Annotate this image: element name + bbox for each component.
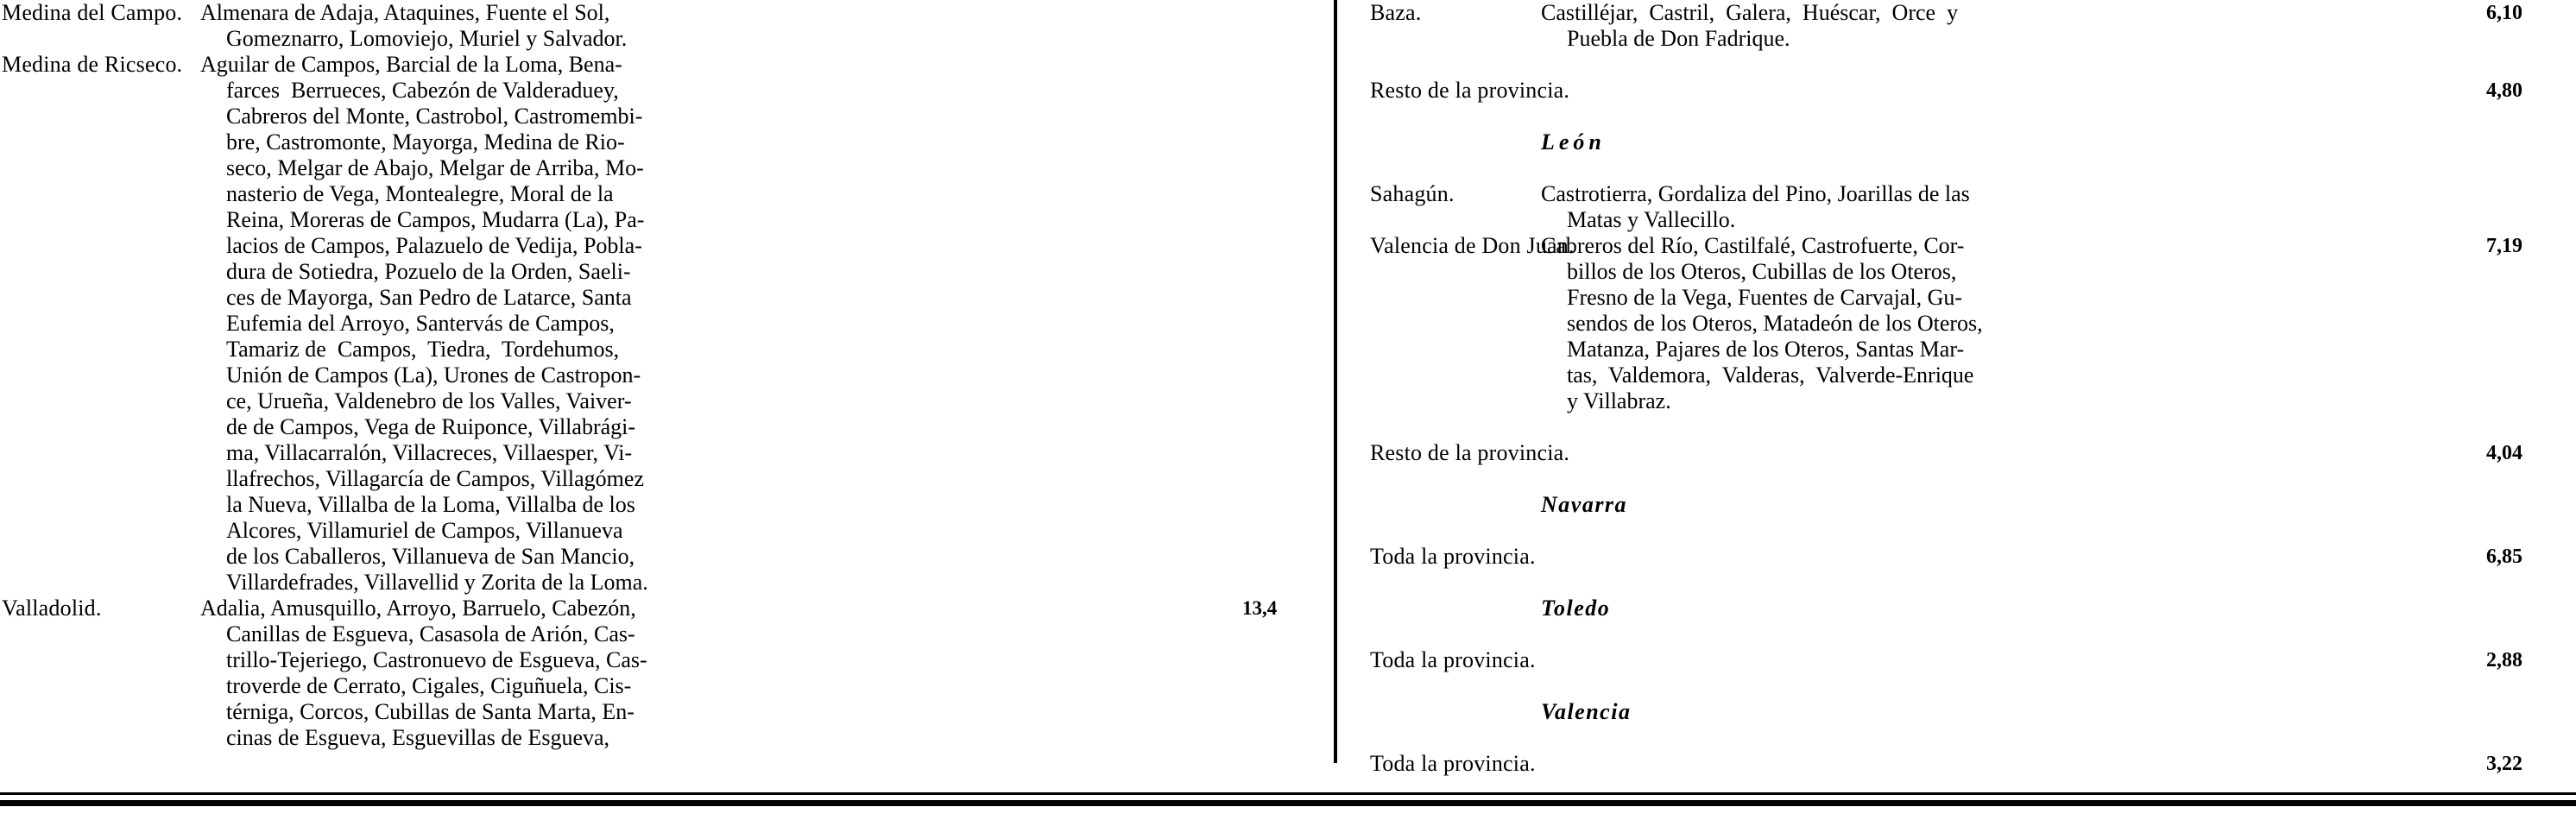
table-row: [1334, 0, 2576, 52]
zone-name-cell: Toda la provincia.: [1370, 751, 1536, 776]
province-heading-row: [1334, 129, 2576, 155]
province-heading-row: [1334, 492, 2576, 518]
municipality-list-line: tas, Valdemora, Valderas, Valverde-Enrique: [1567, 363, 1974, 388]
municipality-list-line: Tamariz de Campos, Tiedra, Tordehumos,: [226, 337, 620, 362]
municipality-list-line: de los Caballeros, Villanueva de San Mancio,: [226, 544, 635, 569]
vertical-spacer: [1334, 466, 2576, 492]
rate-value-cell: 3,22: [2486, 753, 2522, 775]
zone-name-cell: Resto de la provincia.: [1370, 78, 1570, 103]
municipality-list-line: sendos de los Oteros, Matadeón de los Oteros,: [1567, 311, 1983, 336]
municipality-list-line: Cabreros del Río, Castilfalé, Castrofuerte, Cor-: [1541, 233, 1965, 258]
vertical-spacer: [1334, 155, 2576, 181]
table-row: [0, 596, 1334, 751]
municipality-list-line: bre, Castromonte, Mayorga, Medina de Rio-: [226, 129, 625, 154]
municipality-list: [200, 596, 1222, 751]
right-column-page: [1334, 0, 2576, 826]
zone-name-cell: Toda la provincia.: [1370, 544, 1536, 569]
rate-value-cell: 7,19: [2486, 235, 2522, 257]
municipality-list-line: llafrechos, Villagarcía de Campos, Villagómez: [226, 466, 644, 491]
right-tax-table: [1334, 0, 2576, 777]
municipality-list-line: ces de Mayorga, San Pedro de Latarce, Santa: [226, 285, 632, 310]
municipality-list-line: Gomeznarro, Lomoviejo, Muriel y Salvador.: [226, 26, 628, 51]
table-row: [0, 52, 1334, 596]
municipality-list-line: de de Campos, Vega de Ruiponce, Villabrági-: [226, 414, 636, 439]
municipalities-cell: [1541, 181, 2403, 233]
zone-name-cell: Baza.: [1370, 0, 1422, 25]
rate-value-cell: 4,80: [2486, 79, 2522, 102]
municipalities-cell: [200, 0, 1230, 52]
municipality-list-line: Almenara de Adaja, Ataquines, Fuente el Sol,: [200, 0, 610, 25]
zone-name-cell: Resto de la provincia.: [1370, 440, 1570, 465]
municipality-list-line: Villardefrades, Villavellid y Zorita de la Loma.: [226, 570, 648, 595]
municipality-list-line: billos de los Oteros, Cubillas de los Oteros,: [1567, 259, 1957, 284]
municipality-list-line: ma, Villacarralón, Villacreces, Villaesper, Vi-: [226, 440, 633, 465]
vertical-spacer: [1334, 104, 2576, 129]
zone-name-cell: Sahagún.: [1370, 181, 1455, 206]
municipality-list-line: Castrotierra, Gordaliza del Pino, Joarillas de las: [1541, 181, 1970, 206]
municipality-list-line: Unión de Campos (La), Urones de Castropon-: [226, 363, 641, 388]
table-row: [1334, 440, 2576, 466]
municipality-list-line: cinas de Esgueva, Esguevillas de Esgueva,: [226, 725, 610, 750]
municipality-list-line: Fresno de la Vega, Fuentes de Carvajal, Gu-: [1567, 285, 1963, 310]
rate-value-cell: 6,85: [2486, 545, 2522, 568]
vertical-spacer: [1334, 621, 2576, 647]
municipality-list-line: Aguilar de Campos, Barcial de la Loma, Bena-: [200, 52, 622, 77]
table-row: [1334, 544, 2576, 570]
municipality-list: [1541, 233, 2396, 414]
municipality-list-line: Puebla de Don Fadrique.: [1567, 26, 1790, 51]
rate-value-cell: 13,4: [1242, 597, 1278, 619]
left-tax-table: [0, 0, 1334, 751]
vertical-spacer: [1334, 673, 2576, 699]
municipalities-cell: [1541, 233, 2403, 414]
rate-value-cell: 2,88: [2486, 649, 2522, 672]
bottom-rule-thin: [0, 792, 2576, 795]
municipality-list-line: troverde de Cerrato, Cigales, Ciguñuela, Cis-: [226, 673, 632, 698]
municipality-list-line: Alcores, Villamuriel de Campos, Villanueva: [226, 518, 623, 543]
table-row: [0, 0, 1334, 52]
municipality-list-line: ce, Urueña, Valdenebro de los Valles, Vaiver-: [226, 388, 632, 413]
province-heading: León: [1541, 129, 1606, 154]
zone-name-cell: Toda la provincia.: [1370, 647, 1536, 672]
municipality-list-line: Reina, Moreras de Campos, Mudarra (La), Pa-: [226, 207, 645, 232]
municipality-list: [1541, 181, 2396, 233]
municipality-list-line: lacios de Campos, Palazuelo de Vedija, Pobla-: [226, 233, 642, 258]
table-row: [1334, 647, 2576, 673]
province-heading-row: [1334, 596, 2576, 621]
municipality-list-line: nasterio de Vega, Montealegre, Moral de la: [226, 181, 614, 206]
province-heading: Navarra: [1541, 492, 1628, 517]
table-row: [1334, 181, 2576, 233]
vertical-spacer: [1334, 725, 2576, 751]
zone-name-cell: Medina del Campo.: [2, 0, 183, 25]
municipality-list: [1541, 0, 2396, 52]
vertical-spacer: [1334, 570, 2576, 596]
province-heading: Valencia: [1541, 699, 1632, 724]
province-heading: Toledo: [1541, 596, 1611, 621]
province-heading-row: [1334, 699, 2576, 725]
municipality-list-line: trillo-Tejeriego, Castronuevo de Esgueva, Cas-: [226, 647, 647, 672]
municipality-list-line: seco, Melgar de Abajo, Melgar de Arriba, Mo-: [226, 155, 644, 180]
table-row: [1334, 233, 2576, 414]
municipality-list: [200, 0, 1222, 52]
municipality-list: [200, 52, 1222, 596]
zone-name-cell: Medina de Ricseco.: [2, 52, 183, 77]
municipalities-cell: [1541, 0, 2403, 52]
vertical-spacer: [1334, 518, 2576, 544]
municipality-list-line: Adalia, Amusquillo, Arroyo, Barruelo, Cabezón,: [200, 596, 636, 621]
municipalities-cell: [200, 52, 1230, 596]
municipality-list-line: y Villabraz.: [1567, 388, 1671, 413]
municipality-list-line: Canillas de Esgueva, Casasola de Arión, Cas-: [226, 621, 635, 646]
rate-value-cell: 6,10: [2486, 2, 2522, 24]
municipality-list-line: Castilléjar, Castril, Galera, Huéscar, Orce y: [1541, 0, 1959, 25]
vertical-spacer: [1334, 52, 2576, 78]
municipality-list-line: Matanza, Pajares de los Oteros, Santas Mar-: [1567, 337, 1965, 362]
municipality-list-line: la Nueva, Villalba de la Loma, Villalba de los: [226, 492, 635, 517]
table-row: [1334, 751, 2576, 777]
municipality-list-line: farces Berrueces, Cabezón de Valderaduey,: [226, 78, 619, 103]
page-bottom-rules: [0, 792, 2576, 810]
municipality-list-line: dura de Sotiedra, Pozuelo de la Orden, Saeli-: [226, 259, 631, 284]
municipality-list-line: Eufemia del Arroyo, Santervás de Campos,: [226, 311, 615, 336]
municipality-list-line: térniga, Corcos, Cubillas de Santa Marta, En-: [226, 699, 635, 724]
rate-value-cell: 4,04: [2486, 442, 2522, 464]
municipality-list-line: Cabreros del Monte, Castrobol, Castromembi-: [226, 104, 643, 129]
vertical-spacer: [1334, 414, 2576, 440]
table-row: [1334, 78, 2576, 104]
zone-name-cell: Valencia de Don Juan.: [1370, 233, 1575, 258]
municipality-list-line: Matas y Vallecillo.: [1567, 207, 1736, 232]
municipalities-cell: [200, 596, 1230, 751]
zone-name-cell: Valladolid.: [2, 596, 102, 621]
bottom-rule-thick: [0, 800, 2576, 806]
